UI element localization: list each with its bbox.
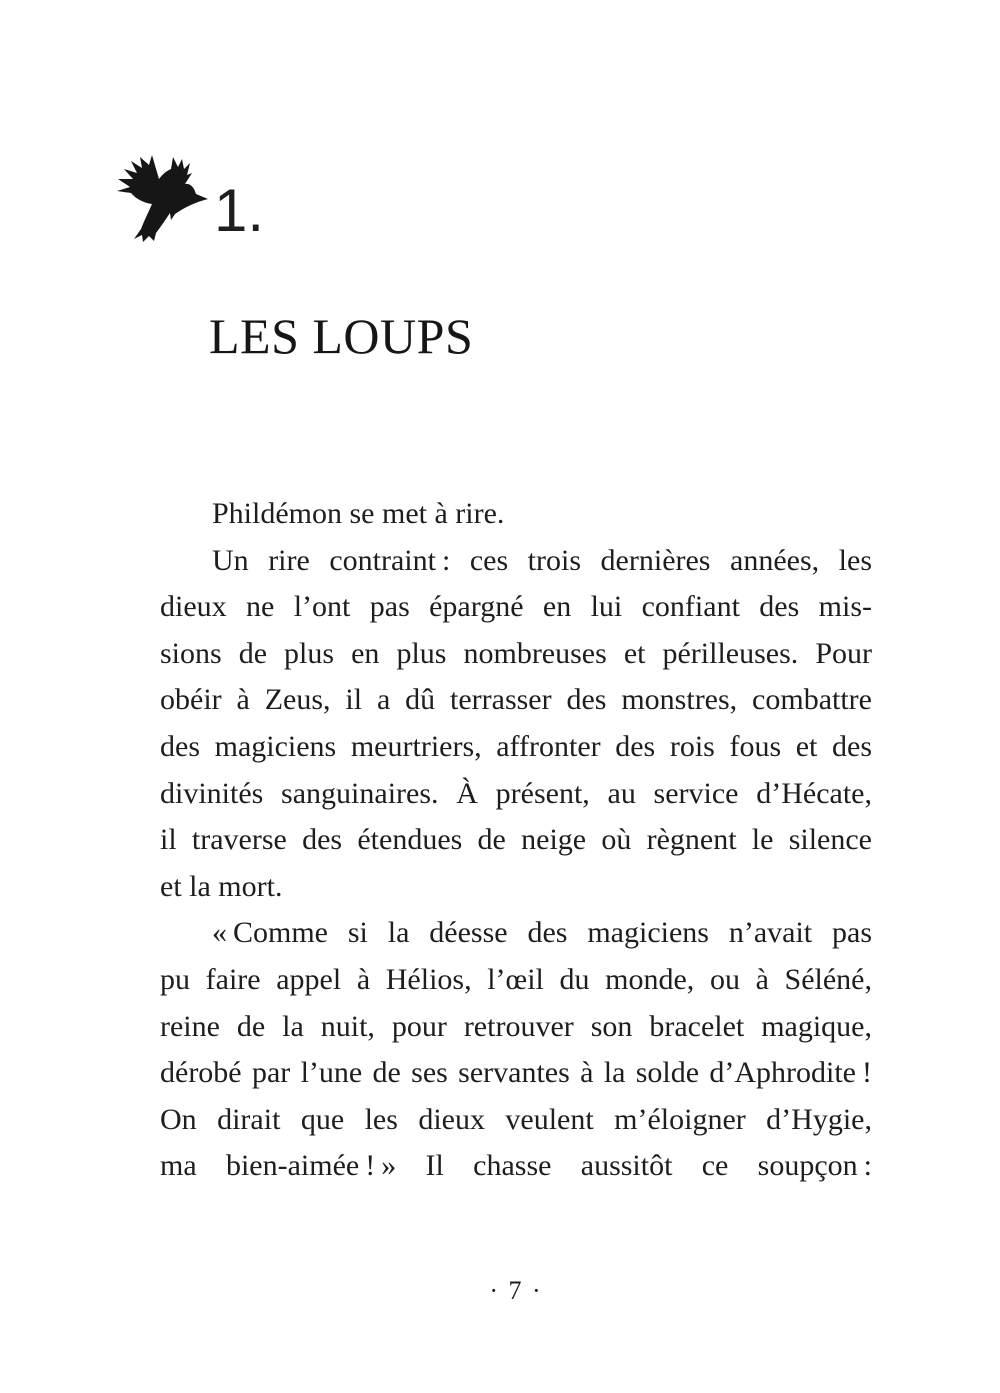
bird-icon xyxy=(116,151,212,243)
chapter-title: LES LOUPS xyxy=(209,308,474,364)
body-line: dieux ne l’ont pas épargné en lui confiant des mis- xyxy=(160,590,872,624)
body-line: Phildémon se met à rire. xyxy=(212,497,505,530)
body-line: « Comme si la déesse des magiciens n’avait pas xyxy=(212,916,872,950)
body-line: il traverse des étendues de neige où règnent le silence xyxy=(160,823,872,857)
body-line: obéir à Zeus, il a dû terrasser des monstres, combattre xyxy=(160,683,872,717)
body-line: divinités sanguinaires. À présent, au service d’Hécate, xyxy=(160,776,872,810)
body-line: Un rire contraint : ces trois dernières années, les xyxy=(212,543,872,577)
body-line: et la mort. xyxy=(160,869,283,903)
body-line: reine de la nuit, pour retrouver son bracelet magique, xyxy=(160,1009,872,1043)
body-line: sions de plus en plus nombreuses et périlleuses. Pour xyxy=(160,636,872,670)
body-line: On dirait que les dieux veulent m’éloigner d’Hygie, xyxy=(160,1102,872,1136)
body-line: pu faire appel à Hélios, l’œil du monde, ou à Séléné, xyxy=(160,962,872,996)
body-line: des magiciens meurtriers, affronter des rois fous et des xyxy=(160,729,872,763)
body-line: dérobé par l’une de ses servantes à la solde d’Aphrodite ! xyxy=(160,1056,872,1090)
page-number: · 7 · xyxy=(489,1276,543,1305)
chapter-number: 1. xyxy=(214,177,265,244)
body-text xyxy=(160,491,872,1190)
body-line: ma bien-aimée ! » Il chasse aussitôt ce soupçon : xyxy=(160,1149,872,1183)
